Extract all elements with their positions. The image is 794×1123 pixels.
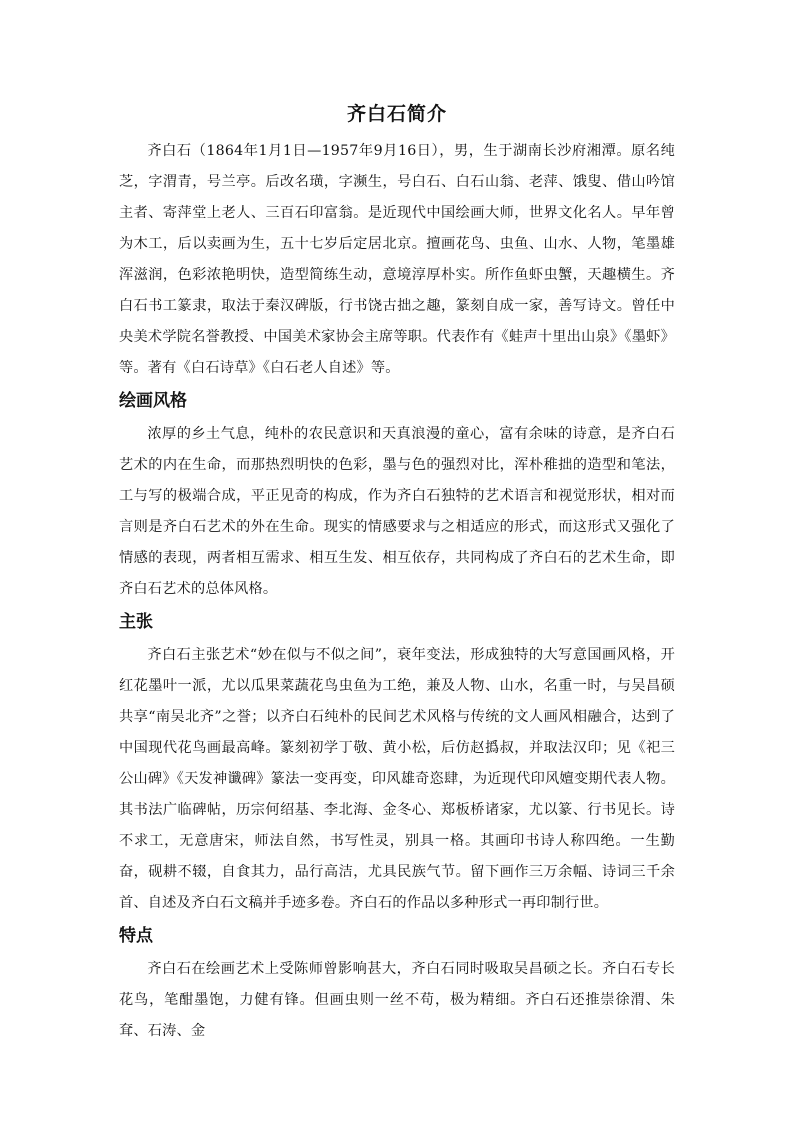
section-body-features: 齐白石在绘画艺术上受陈师曾影响甚大，齐白石同时吸取吴昌硕之长。齐白石专长花鸟，笔酣墨饱，力健有锋。但画虫则一丝不苟，极为精细。齐白石还推崇徐渭、朱耷、石涛、金 xyxy=(119,961,675,1039)
page-title: 齐白石简介 xyxy=(346,103,447,125)
section-heading-features: 特点 xyxy=(119,926,153,946)
section-heading-views: 主张 xyxy=(119,612,153,632)
section-heading-painting-style: 绘画风格 xyxy=(119,391,187,411)
document-body xyxy=(119,98,675,1047)
section-body-views: 齐白石主张艺术“妙在似与不似之间”，衰年变法，形成独特的大写意国画风格，开红花墨叶一派，尤以瓜果菜蔬花鸟虫鱼为工绝，兼及人物、山水，名重一时，与吴昌硕共享“南吴北齐”之誉；以齐白石纯朴的民间艺术风格与传统的文人画风相融合，达到了中国现代花鸟画最高峰。篆刻初学丁敬、黄小松，后仿赵撝叔，并取法汉印；见《祀三公山碑》《天发神谶碑》篆法一变再变，印风雄奇恣肆，为近现代印风嬗变期代表人物。其书法广临碑帖，历宗何绍基、李北海、金冬心、郑板桥诸家，尤以篆、行书见长。诗不求工，无意唐宋，师法自然，书写性灵，别具一格。其画印书诗人称四绝。一生勤奋，砚耕不辍，自食其力，品行高洁，尤具民族气节。留下画作三万余幅、诗词三千余首、自述及齐白石文稿并手迹多卷。齐白石的作品以多种形式一再印制行世。 xyxy=(119,647,675,911)
section-body-painting-style: 浓厚的乡土气息，纯朴的农民意识和天真浪漫的童心，富有余味的诗意，是齐白石艺术的内在生命，而那热烈明快的色彩，墨与色的强烈对比，浑朴稚拙的造型和笔法，工与写的极端合成，平正见奇的构成，作为齐白石独特的艺术语言和视觉形状，相对而言则是齐白石艺术的外在生命。现实的情感要求与之相适应的形式，而这形式又强化了情感的表现，两者相互需求、相互生发、相互依存，共同构成了齐白石的艺术生命，即齐白石艺术的总体风格。 xyxy=(119,426,675,597)
intro-paragraph: 齐白石（1864年1月1日—1957年9月16日），男，生于湖南长沙府湘潭。原名纯芝，字渭青，号兰亭。后改名璜，字濒生，号白石、白石山翁、老萍、饿叟、借山吟馆主者、寄萍堂上老人、三百石印富翁。是近现代中国绘画大师，世界文化名人。早年曾为木工，后以卖画为生，五十七岁后定居北京。擅画花鸟、虫鱼、山水、人物，笔墨雄浑滋润，色彩浓艳明快，造型简练生动，意境淳厚朴实。所作鱼虾虫蟹，天趣横生。齐白石书工篆隶，取法于秦汉碑版，行书饶古拙之趣，篆刻自成一家，善写诗文。曾任中央美术学院名誉教授、中国美术家协会主席等职。代表作有《蛙声十里出山泉》《墨虾》等。著有《白石诗草》《白石老人自述》等。 xyxy=(119,143,675,376)
